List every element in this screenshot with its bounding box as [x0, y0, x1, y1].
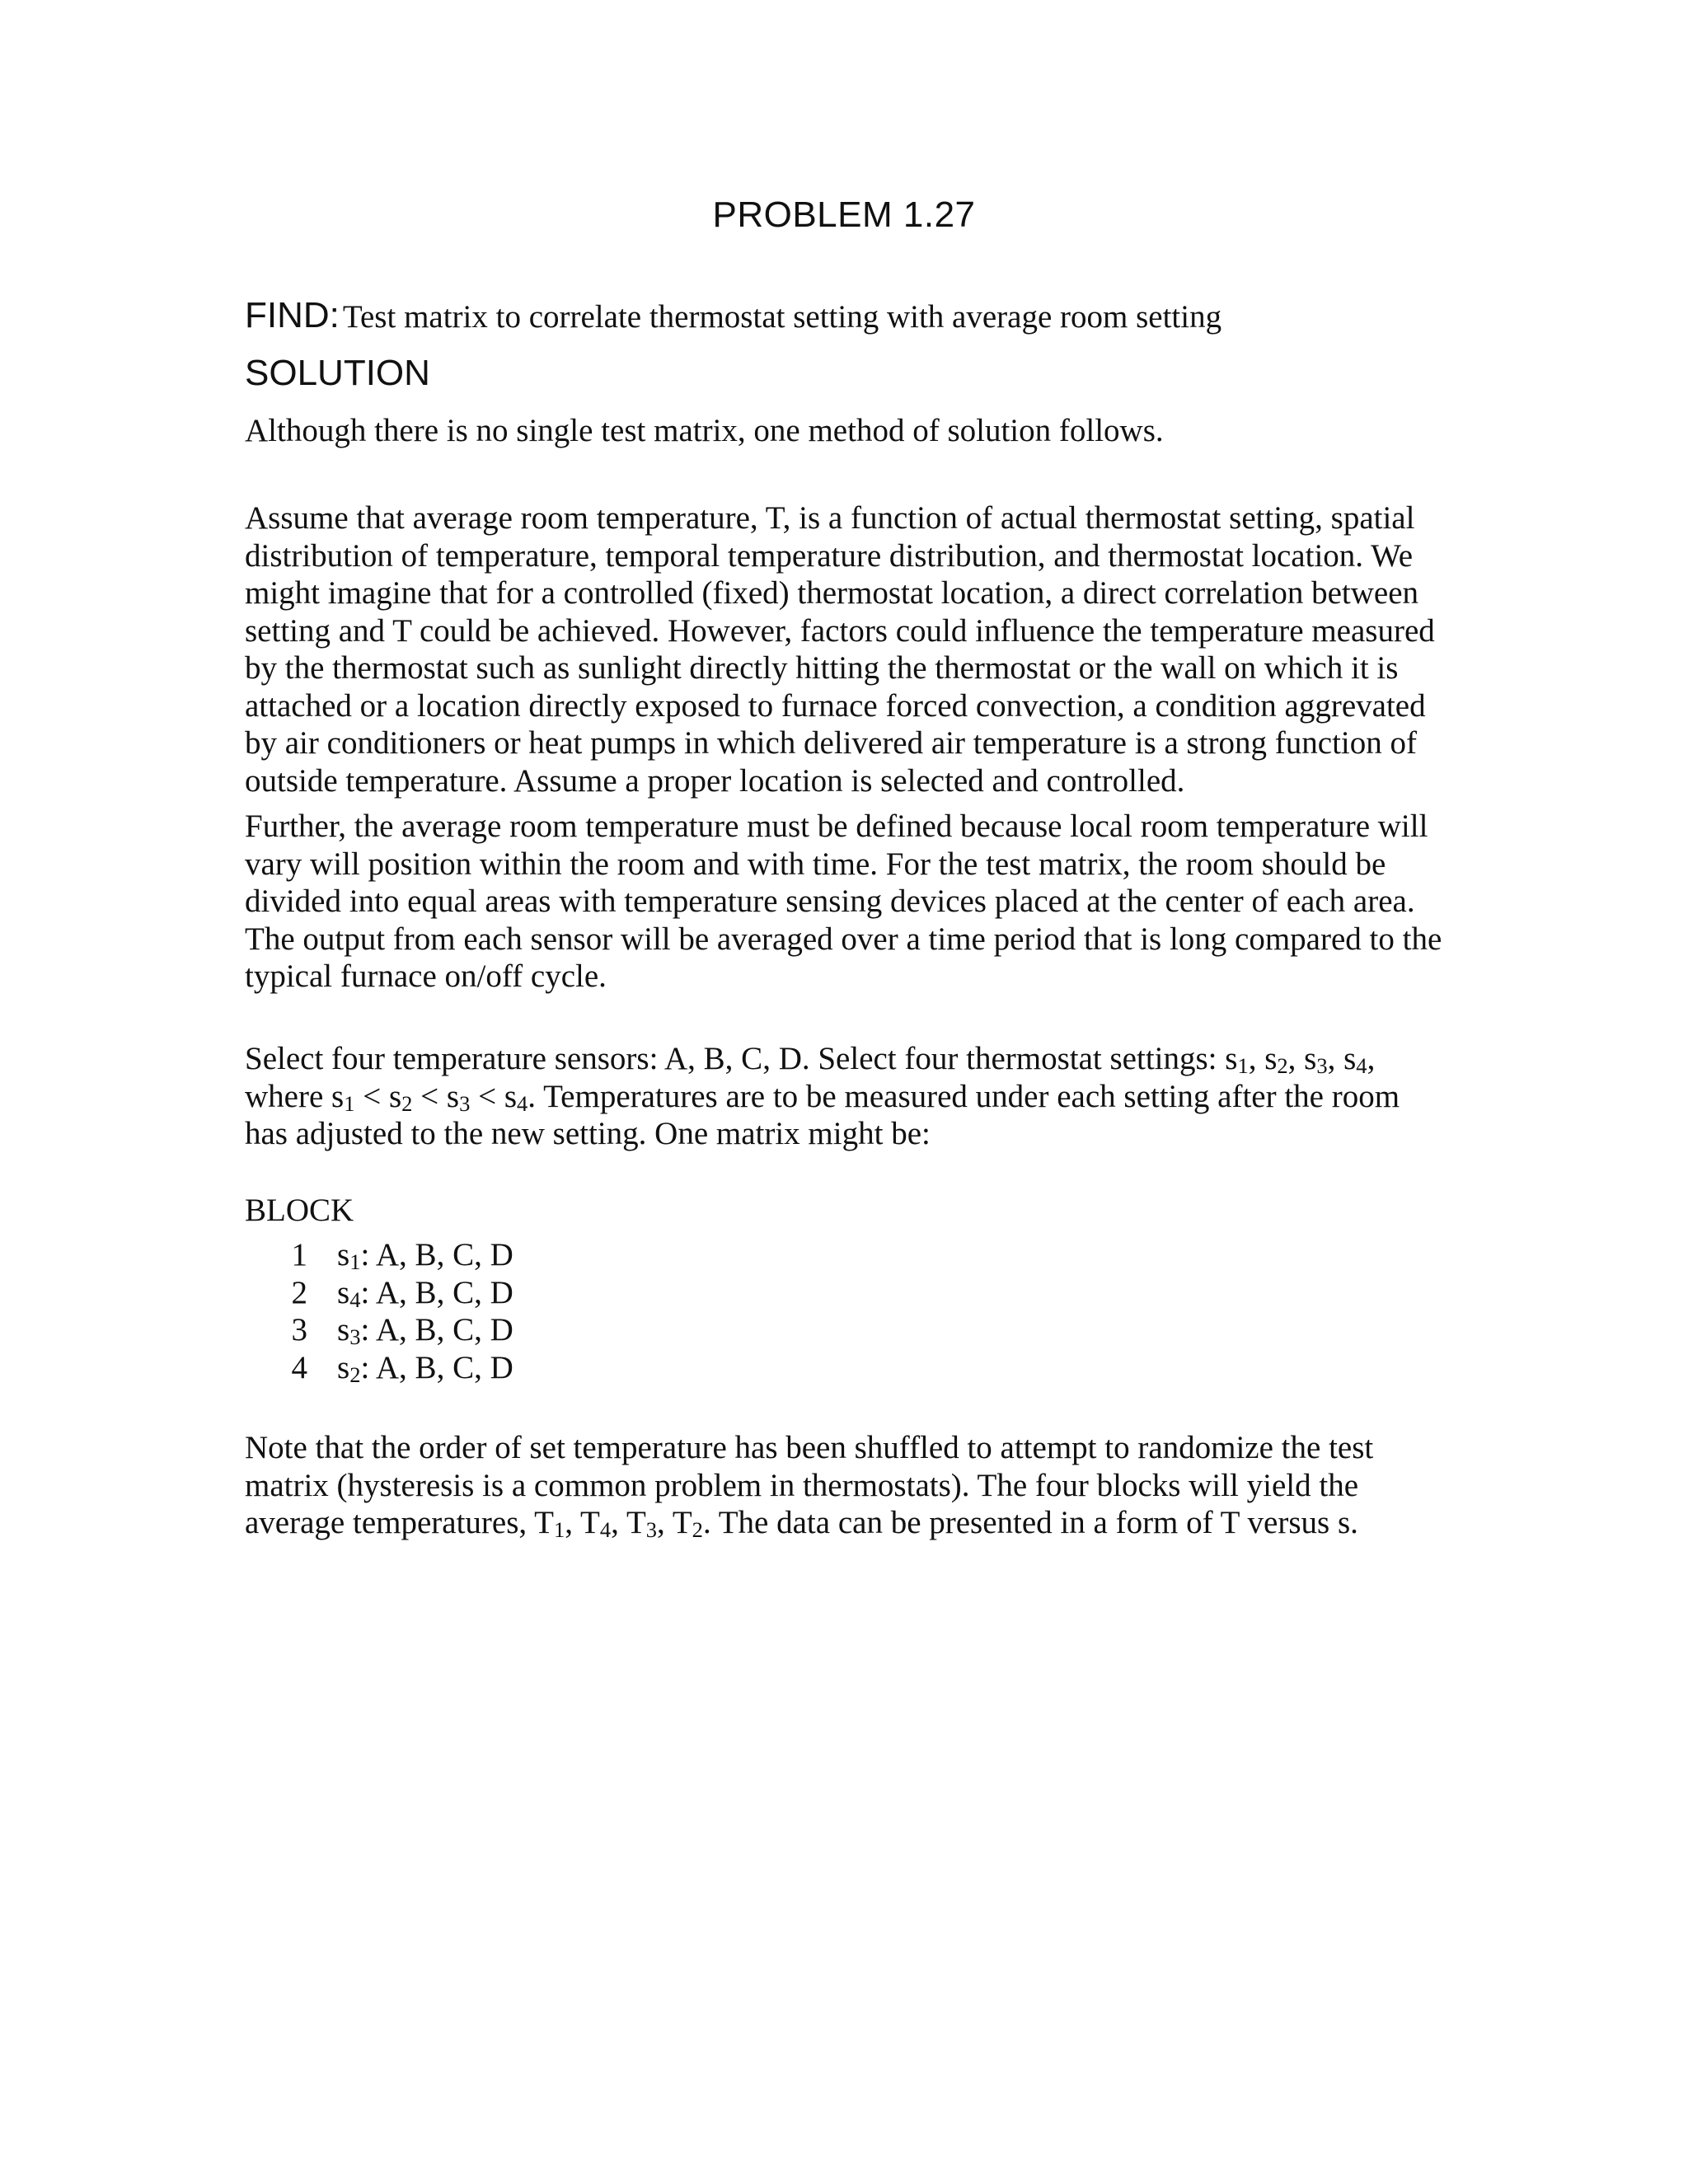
subscript: 3 — [459, 1090, 471, 1116]
paragraph-average-definition — [245, 808, 1481, 996]
block-number: 1 — [291, 1237, 307, 1272]
subscript: 4 — [349, 1286, 361, 1312]
block-row — [245, 1274, 513, 1312]
paragraph-line: average temperatures, $T_1$, $T_4$, $T_3$, $T_2$. The data can be presented in a form of T versus s. — [245, 1505, 1358, 1542]
sentence-fragment: . Temperatures are to be measured under each setting after the room — [528, 1078, 1400, 1114]
paragraph-line: has adjusted to the new setting. One matrix might be: — [245, 1116, 931, 1151]
less-than: < s — [354, 1078, 402, 1114]
subscript: 3 — [1316, 1052, 1328, 1078]
paragraph-line: might imagine that for a controlled (fixed) thermostat location, a direct correlation between — [245, 575, 1419, 611]
block-sensors: : A, B, C, D — [360, 1349, 513, 1385]
paragraph-line: vary will position within the room and with time. For the test matrix, the room should be — [245, 846, 1386, 882]
sentence-fragment: Select four temperature sensors: A, B, C, D. Select four thermostat settings: s — [245, 1041, 1238, 1076]
subscript: 2 — [349, 1361, 361, 1387]
block-setting: $s_2$: A, B, C, D — [337, 1349, 513, 1387]
subscript: 1 — [1237, 1052, 1249, 1078]
paragraph-line: Further, the average room temperature must be defined because local room temperature will — [245, 808, 1428, 844]
paragraph-line: setting and T could be achieved. However, factors could influence the temperature measured — [245, 612, 1435, 649]
paragraph-line: Note that the order of set temperature has been shuffled to attempt to randomize the test — [245, 1430, 1374, 1465]
block-sensors: : A, B, C, D — [360, 1237, 513, 1272]
paragraph-line: Assume that average room temperature, T, is a function of actual thermostat setting, spatial — [245, 500, 1415, 536]
subscript: 2 — [1277, 1052, 1288, 1078]
block-row — [245, 1236, 513, 1274]
block-number: 4 — [291, 1349, 307, 1385]
find-label: FIND: — [245, 295, 340, 335]
paragraph-line: matrix (hysteresis is a common problem in thermostats). The four blocks will yield the — [245, 1467, 1359, 1503]
block-row — [245, 1349, 513, 1387]
find-text: Test matrix to correlate thermostat setting with average room setting — [342, 299, 1222, 335]
paragraph-line: The output from each sensor will be averaged over a time period that is long compared to the — [245, 921, 1442, 957]
block-sensors: : A, B, C, D — [360, 1312, 513, 1347]
find-line — [245, 295, 1481, 336]
paragraph-line: outside temperature. Assume a proper location is selected and controlled. — [245, 762, 1185, 799]
subscript: 1 — [349, 1249, 361, 1274]
block-label: BLOCK — [245, 1193, 354, 1228]
less-than: < s — [412, 1078, 460, 1114]
block-sensors: : A, B, C, D — [360, 1274, 513, 1310]
subscript: 1 — [344, 1090, 355, 1116]
paragraph-line: typical furnace on/off cycle. — [245, 958, 607, 994]
subscript: 1 — [554, 1516, 565, 1542]
less-than: < s — [470, 1078, 518, 1114]
paragraph-assumptions — [245, 499, 1481, 799]
block-number: 3 — [291, 1312, 307, 1347]
block-setting: $s_4$: A, B, C, D — [337, 1274, 513, 1312]
paragraph-note — [245, 1429, 1481, 1542]
intro-line: Although there is no single test matrix, one method of solution follows. — [245, 413, 1164, 448]
subscript: 3 — [645, 1516, 658, 1542]
subscript: 4 — [517, 1090, 528, 1116]
sentence-fragment: where s — [245, 1078, 345, 1114]
block-row — [245, 1311, 513, 1349]
sentence-fragment: average temperatures, T — [245, 1505, 554, 1540]
subscript: 2 — [692, 1516, 703, 1542]
paragraph-line — [245, 1078, 1481, 1116]
sentence-fragment: . The data can be presented in a form of T versus s. — [702, 1505, 1358, 1540]
paragraph-line: distribution of temperature, temporal temperature distribution, and thermostat location. We — [245, 537, 1414, 574]
block-setting: $s_1$: A, B, C, D — [337, 1237, 513, 1274]
paragraph-line: by air conditioners or heat pumps in which delivered air temperature is a strong function of — [245, 725, 1417, 761]
solution-heading: SOLUTION — [245, 353, 430, 393]
subscript: 4 — [1356, 1052, 1367, 1078]
paragraph-line: by the thermostat such as sunlight directly hitting the thermostat or the wall on which it is — [245, 650, 1399, 686]
subscript: 2 — [401, 1090, 413, 1116]
solution-intro — [245, 412, 1481, 450]
block-list — [245, 1236, 513, 1386]
paragraph-line: Select four temperature sensors: A, B, C, D. Select four thermostat settings: $s_1$, $s_2$, $s_3$, $s_4$, — [245, 1041, 1376, 1078]
paragraph-line: divided into equal areas with temperature sensing devices placed at the center of each area. — [245, 883, 1415, 919]
block-setting: $s_3$: A, B, C, D — [337, 1312, 513, 1349]
paragraph-line: attached or a location directly exposed to furnace forced convection, a condition aggrevated — [245, 687, 1426, 724]
block-number: 2 — [291, 1274, 307, 1310]
subscript: 3 — [349, 1324, 361, 1349]
page-title: PROBLEM 1.27 — [712, 194, 976, 235]
subscript: 4 — [599, 1516, 612, 1542]
paragraph-sensor-selection — [245, 1040, 1481, 1153]
